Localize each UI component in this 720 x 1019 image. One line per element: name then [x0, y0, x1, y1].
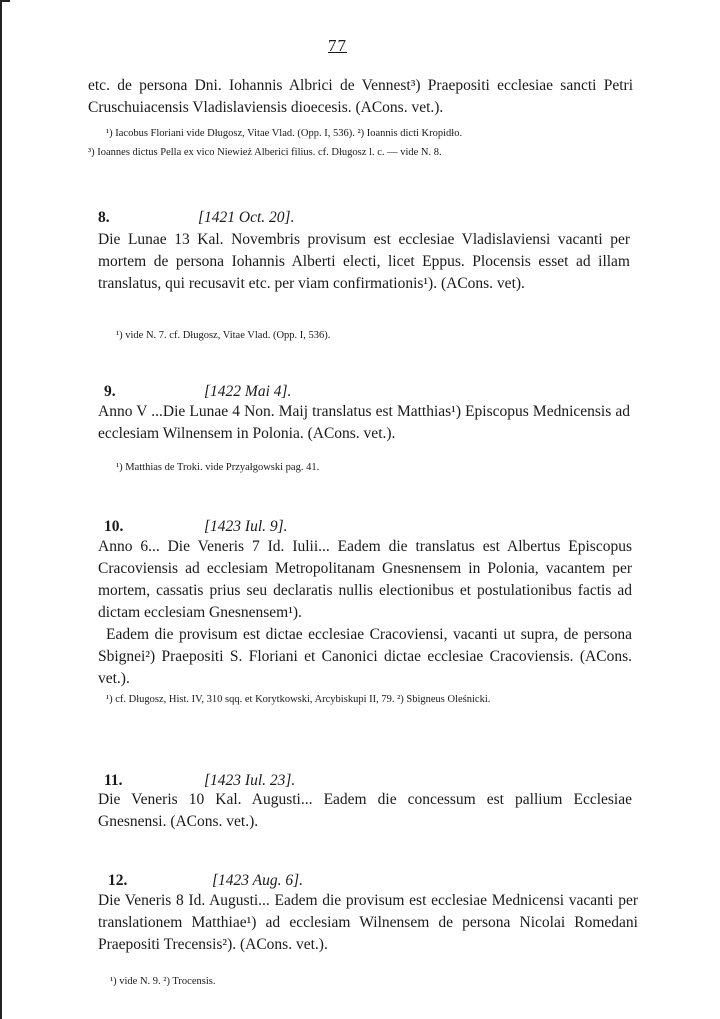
- entry-11-body: [98, 789, 632, 833]
- entry-date: [1423 Iul. 9].: [204, 518, 288, 535]
- entry-paragraph: Anno V ...Die Lunae 4 Non. Maij translatus est Matthias¹) Episcopus Mednicensis ad ecclesiam Wilnensem in Polonia. (ACons. vet.).: [98, 403, 630, 442]
- entry-paragraph: Anno 6... Die Veneris 7 Id. Iulii... Eadem die translatus est Albertus Episcopus Cracoviensis ad ecclesiam Metropolitanam Gnesnensem in Polonia, vacantem per mortem, cassatis prius seu declaratis nullis electionibus et postulationibus factis ad dictam ecclesiam Gnesnensem¹).: [98, 538, 632, 621]
- footnote: ³) Ioannes dictus Pella ex vico Niewież Alberici filius. cf. Długosz l. c. — vide N. 8.: [88, 147, 442, 158]
- entry-9-body: [98, 401, 630, 445]
- entry-9-heading: [104, 381, 644, 403]
- entry-10-body: [98, 536, 632, 690]
- entry-number: 11.: [104, 772, 123, 789]
- entry-date: [1421 Oct. 20].: [198, 209, 295, 226]
- entry-7-text: etc. de persona Dni. Iohannis Albrici de Vennest³) Praepositi ecclesiae sancti Petri Cruschuiacensis Vladislaviensis dioecesis. (ACons. vet.).: [88, 77, 633, 116]
- entry-8-footnotes: [98, 326, 638, 345]
- entry-paragraph: Die Veneris 8 Id. Augusti... Eadem die provisum est ecclesiae Mednicensi vacanti per translationem Matthiae¹) ad ecclesiam Wilnensem de persona Nicolai Romedani Praepositi Trecensis²). (ACons. vet.).: [98, 892, 638, 953]
- footnote: ¹) Iacobus Floriani vide Długosz, Vitae Vlad. (Opp. I, 536). ²) Ioannis dicti Kropidło.: [106, 128, 463, 139]
- entry-12-body: [98, 890, 638, 956]
- entry-paragraph: Die Lunae 13 Kal. Novembris provisum est ecclesiae Vladislaviensi vacanti per mortem de persona Iohannis Alberti electi, licet Eppus. Plocensis esset ad illam translatus, qui recusavit etc. per viam confirmationis¹). (ACons. vet).: [98, 231, 630, 292]
- footnote: ¹) cf. Długosz, Hist. IV, 310 sqq. et Korytkowski, Arcybiskupi II, 79. ²) Sbigneus Oleśnicki.: [106, 694, 491, 705]
- footnote: ¹) vide N. 7. cf. Długosz, Vitae Vlad. (Opp. I, 536).: [116, 330, 331, 341]
- entry-paragraph: Eadem die provisum est dictae ecclesiae Cracoviensi, vacanti ut supra, de persona Sbignei²) Praepositi S. Floriani et Canonici dictae ecclesiae Cracoviensis. (ACons. vet.).: [98, 626, 632, 687]
- entry-number: 12.: [108, 872, 128, 889]
- entry-12-heading: [108, 870, 648, 892]
- entry-9-footnotes: [98, 458, 638, 477]
- entry-8-heading: [98, 207, 638, 229]
- entry-date: [1423 Aug. 6].: [212, 872, 304, 889]
- entry-7-tail: [88, 75, 633, 119]
- entry-number: 10.: [104, 518, 124, 535]
- entry-number: 8.: [98, 209, 110, 226]
- entry-10-footnotes: [88, 690, 636, 709]
- entry-date: [1422 Mai 4].: [204, 383, 292, 400]
- entry-8-body: [98, 229, 630, 295]
- entry-number: 9.: [104, 383, 116, 400]
- page-number: 77: [328, 36, 347, 55]
- entry-paragraph: Die Veneris 10 Kal. Augusti... Eadem die concessum est pallium Ecclesiae Gnesnensi. (ACons. vet.).: [98, 791, 632, 830]
- footnote: ¹) Matthias de Troki. vide Przyałgowski pag. 41.: [116, 462, 320, 473]
- footnote: ¹) vide N. 9. ²) Trocensis.: [110, 976, 216, 987]
- entry-7-footnotes: [88, 124, 648, 162]
- entry-10-heading: [104, 516, 644, 538]
- entry-date: [1423 Iul. 23].: [204, 772, 296, 789]
- entry-12-footnotes: [92, 972, 632, 991]
- page-edge-left: [0, 0, 2, 1019]
